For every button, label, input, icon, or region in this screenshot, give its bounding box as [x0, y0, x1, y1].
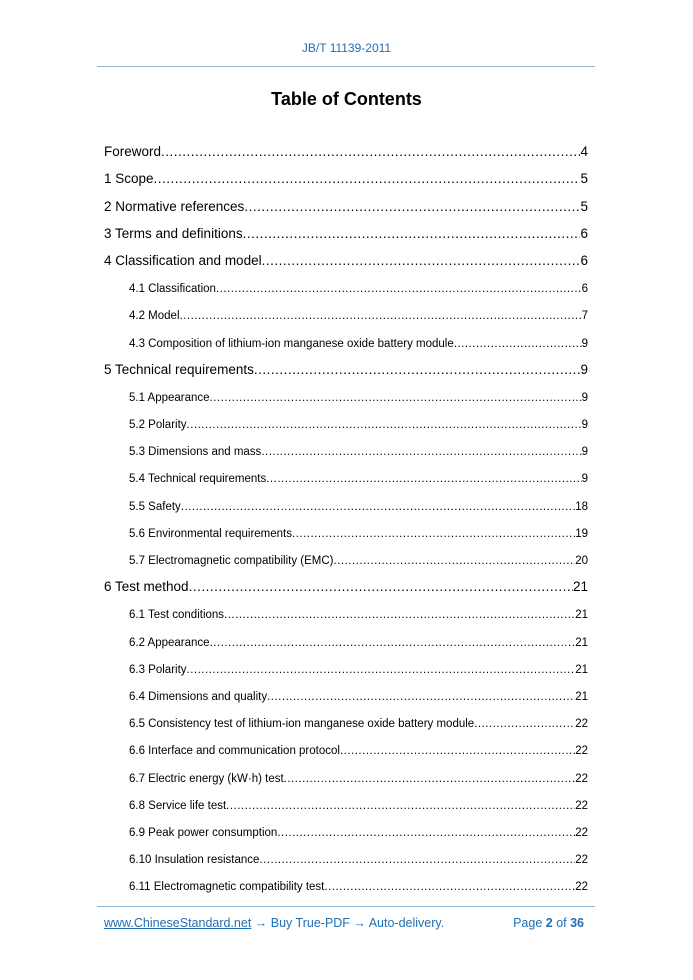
toc-entry-label: 6.11 Electromagnetic compatibility test [129, 881, 325, 894]
website-link[interactable]: www.ChineseStandard.net [104, 916, 252, 930]
toc-dot-leader [180, 310, 582, 326]
toc-entry-page-number: 21 [572, 579, 588, 595]
toc-entry-page-number: 5 [580, 198, 588, 214]
toc-entry[interactable] [104, 218, 588, 245]
toc-entry-page-number: 19 [575, 527, 588, 540]
toc-entry-label: 4.3 Composition of lithium-ion manganese oxide battery module [129, 337, 454, 350]
page-indicator [513, 916, 584, 930]
toc-entry[interactable] [104, 571, 588, 598]
toc-entry-label: 4.1 Classification [129, 283, 216, 296]
toc-dot-leader [259, 854, 575, 870]
current-page-number: 2 [545, 916, 553, 930]
toc-entry[interactable] [104, 789, 588, 816]
toc-entry-page-number: 21 [575, 690, 588, 703]
footer-promo-text: → Buy True-PDF → Auto-delivery. [251, 916, 445, 930]
toc-entry-page-number: 4 [580, 144, 588, 160]
toc-dot-leader [334, 555, 576, 571]
toc-entry-label: 3 Terms and definitions [104, 225, 243, 241]
toc-entry-page-number: 9 [581, 446, 588, 459]
toc-entry-label: 6.2 Appearance [129, 636, 210, 649]
toc-entry[interactable] [104, 489, 588, 516]
page-footer [104, 916, 584, 930]
toc-entry-label: 5.5 Safety [129, 500, 181, 513]
toc-dot-leader [340, 745, 575, 761]
standard-code: JB/T 11139-2011 [301, 41, 392, 55]
toc-entry[interactable] [104, 381, 588, 408]
toc-entry-page-number: 6 [580, 252, 588, 268]
toc-entry-page-number: 22 [575, 854, 588, 867]
toc-entry-label: 5.1 Appearance [129, 391, 210, 404]
toc-entry[interactable] [104, 136, 588, 163]
toc-dot-leader [254, 362, 581, 381]
toc-dot-leader [244, 199, 580, 218]
toc-entry-label: 4 Classification and model [104, 252, 262, 268]
toc-entry-page-number: 21 [575, 663, 588, 676]
toc-dot-leader [292, 528, 575, 544]
toc-entry-label: 6.3 Polarity [129, 663, 187, 676]
toc-entry-label: 6.4 Dimensions and quality [129, 690, 268, 703]
toc-entry-page-number: 22 [575, 745, 588, 758]
toc-entry-label: 5.2 Polarity [129, 419, 187, 432]
toc-entry-label: 5.6 Environmental requirements [129, 527, 292, 540]
toc-entry[interactable] [104, 190, 588, 217]
footer-divider [97, 906, 595, 907]
toc-entry[interactable] [104, 163, 588, 190]
toc-dot-leader [187, 419, 582, 435]
toc-entry-label: 5.3 Dimensions and mass [129, 446, 262, 459]
toc-entry-page-number: 21 [575, 609, 588, 622]
table-of-contents [104, 136, 588, 897]
toc-dot-leader [189, 579, 573, 598]
toc-entry-page-number: 5 [580, 171, 588, 187]
toc-entry-page-number: 22 [575, 718, 588, 731]
toc-dot-leader [277, 827, 575, 843]
toc-entry-page-number: 9 [580, 361, 588, 377]
toc-dot-leader [210, 637, 576, 653]
toc-entry-label: 6.5 Consistency test of lithium-ion manganese oxide battery module [129, 718, 475, 731]
toc-dot-leader [267, 691, 575, 707]
toc-dot-leader [210, 392, 582, 408]
toc-dot-leader [262, 253, 581, 272]
toc-entry[interactable] [104, 734, 588, 761]
toc-entry-page-number: 9 [581, 391, 588, 404]
toc-entry[interactable] [104, 408, 588, 435]
toc-dot-leader [454, 338, 582, 354]
toc-entry[interactable] [104, 843, 588, 870]
toc-dot-leader [474, 718, 575, 734]
toc-entry[interactable] [104, 598, 588, 625]
toc-dot-leader [284, 773, 576, 789]
toc-dot-leader [226, 800, 575, 816]
toc-dot-leader [324, 881, 575, 897]
toc-entry-page-number: 9 [581, 419, 588, 432]
page-prefix: Page [513, 916, 546, 930]
toc-entry[interactable] [104, 707, 588, 734]
toc-entry-page-number: 9 [581, 337, 588, 350]
toc-entry[interactable] [104, 272, 588, 299]
toc-entry-page-number: 6 [581, 283, 588, 296]
toc-dot-leader [266, 473, 581, 489]
header-divider [97, 66, 595, 67]
toc-entry[interactable] [104, 870, 588, 897]
toc-entry-page-number: 21 [575, 636, 588, 649]
toc-entry-label: 2 Normative references [104, 198, 245, 214]
toc-entry-page-number: 9 [581, 473, 588, 486]
toc-entry-label: 6.7 Electric energy (kW·h) test [129, 772, 284, 785]
toc-entry-page-number: 22 [575, 881, 588, 894]
footer-promo [104, 916, 444, 930]
toc-entry-label: 6.8 Service life test [129, 799, 227, 812]
toc-dot-leader [243, 226, 581, 245]
toc-entry-page-number: 22 [575, 799, 588, 812]
toc-entry[interactable] [104, 816, 588, 843]
toc-entry-label: 5 Technical requirements [104, 361, 254, 377]
toc-entry[interactable] [104, 625, 588, 652]
toc-entry[interactable] [104, 517, 588, 544]
toc-entry[interactable] [104, 299, 588, 326]
toc-entry-page-number: 20 [575, 555, 588, 567]
toc-dot-leader [224, 609, 575, 625]
toc-dot-leader [187, 664, 576, 680]
toc-entry[interactable] [104, 354, 588, 381]
toc-entry-page-number: 22 [575, 826, 588, 839]
toc-dot-leader [181, 501, 575, 517]
toc-dot-leader [161, 144, 580, 163]
toc-entry-label: 5.4 Technical requirements [129, 473, 267, 486]
toc-entry[interactable] [104, 761, 588, 788]
toc-entry[interactable] [104, 653, 588, 680]
toc-entry-page-number: 7 [581, 310, 588, 323]
toc-entry-label: Foreword [104, 144, 162, 160]
toc-entry-page-number: 6 [580, 225, 588, 241]
toc-entry[interactable] [104, 680, 588, 707]
toc-entry[interactable] [104, 326, 588, 353]
toc-entry-label: 1 Scope [104, 171, 154, 187]
total-page-number: 36 [570, 916, 584, 930]
toc-dot-leader [261, 446, 581, 462]
toc-entry-page-number: 22 [575, 772, 588, 785]
toc-entry[interactable] [104, 462, 588, 489]
toc-entry-page-number: 18 [575, 500, 588, 513]
toc-entry-label: 6.10 Insulation resistance [129, 854, 260, 867]
toc-entry-label: 4.2 Model [129, 310, 180, 323]
toc-entry-label: 6.9 Peak power consumption [129, 826, 278, 839]
page-separator: of [552, 916, 571, 930]
toc-entry[interactable] [104, 544, 588, 571]
toc-entry-label: 6 Test method [104, 579, 189, 595]
toc-dot-leader [154, 171, 581, 190]
toc-entry-label: 6.1 Test conditions [129, 609, 225, 622]
page-title: Table of Contents [271, 89, 422, 109]
toc-dot-leader [216, 283, 582, 299]
toc-entry[interactable] [104, 435, 588, 462]
toc-entry-label: 5.7 Electromagnetic compatibility (EMC) [129, 555, 334, 567]
toc-entry[interactable] [104, 245, 588, 272]
toc-entry-label: 6.6 Interface and communication protocol [129, 745, 340, 758]
